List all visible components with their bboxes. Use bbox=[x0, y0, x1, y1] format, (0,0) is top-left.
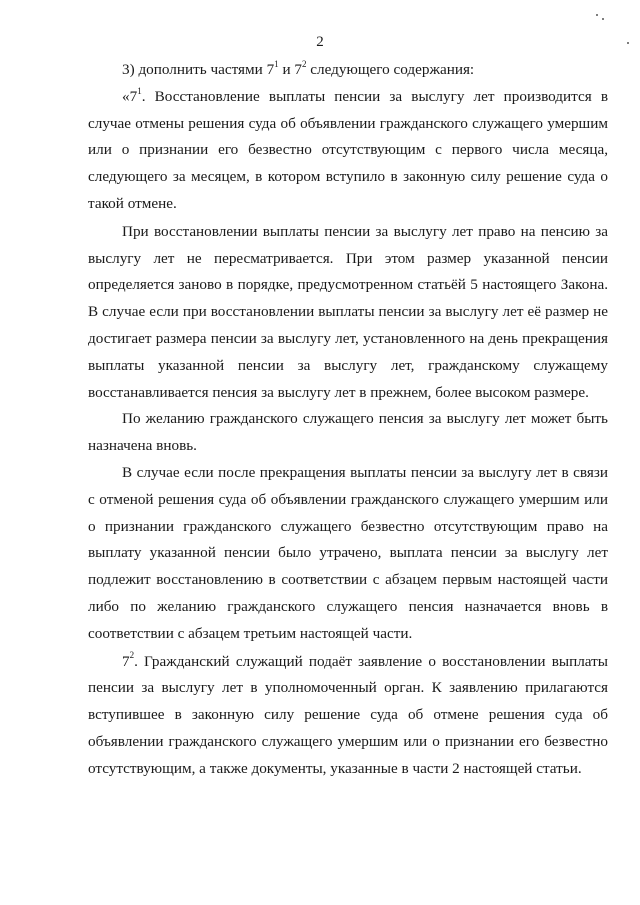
paragraph-intro bbox=[88, 57, 608, 84]
superscript-1: 1 bbox=[137, 85, 142, 96]
paragraph-part-7-1 bbox=[88, 84, 608, 218]
scan-speck bbox=[602, 18, 604, 20]
part-7-1-text: . Восстановление выплаты пенсии за выслугу лет производится в случае отмены решения суда об объявлении гражданского служащего умершим или о признании его безвестно отсутствующим с первого числа месяца, следующего за месяцем, в котором вступило в законную силу решение суда о такой отмене. bbox=[88, 87, 608, 212]
paragraph-right-lost: В случае если после прекращения выплаты пенсии за выслугу лет в связи с отменой решения суда об объявлении гражданского служащего умершим или о признании гражданского служащего безвестно отсутствующим право на выплату указанной пенсии было утрачено, выплата пенсии за выслугу лет подлежит восстановлению в соответствии с абзацем первым настоящей части либо по желанию гражданского служащего пенсия назначается вновь в соответствии с абзацем третьим настоящей части. bbox=[88, 463, 608, 642]
scan-speck bbox=[596, 14, 598, 16]
scan-speck bbox=[627, 42, 629, 44]
paragraph-intro-text-start: 3) дополнить частями 7 bbox=[122, 61, 275, 78]
paragraph-part-7-2 bbox=[88, 649, 608, 783]
page-number: 2 bbox=[316, 34, 324, 50]
part-7-2-number: 7 bbox=[122, 652, 130, 670]
paragraph-recalculation: При восстановлении выплаты пенсии за выслугу лет право на пенсию за выслугу лет не пересматривается. При этом размер указанной пенсии определяется заново в порядке, предусмотренном статьёй 5 настоящего Закона. В случае если при восстановлении выплаты пенсии за выслугу лет её размер не достигает размера пенсии за выслугу лет, установленного на день прекращения выплаты указанной пенсии за выслугу лет, гражданскому служащему восстанавливается пенсия за выслугу лет в прежнем, более высоком размере. bbox=[88, 222, 608, 401]
superscript-1: 1 bbox=[274, 58, 279, 69]
body-text bbox=[88, 57, 608, 783]
paragraph-new-assignment: По желанию гражданского служащего пенсия за выслугу лет может быть назначена вновь. bbox=[88, 410, 608, 455]
superscript-2: 2 bbox=[302, 58, 307, 69]
superscript-2: 2 bbox=[129, 650, 135, 661]
paragraph-intro-text-middle: и 7 bbox=[278, 61, 302, 78]
part-7-1-number: «7 bbox=[122, 87, 138, 105]
paragraph-intro-text-end: следующего содержания: bbox=[306, 61, 475, 78]
part-7-2-text: . Гражданский служащий подаёт заявление о восстановлении выплаты пенсии за выслугу лет в уполномоченный орган. К заявлению прилагаются вступившее в законную силу решение суда об отмене решения суда об объявлении гражданского служащего умершим или о признании его безвестно отсутствующим, а также документы, указанные в части 2 настоящей статьи. bbox=[88, 652, 608, 777]
